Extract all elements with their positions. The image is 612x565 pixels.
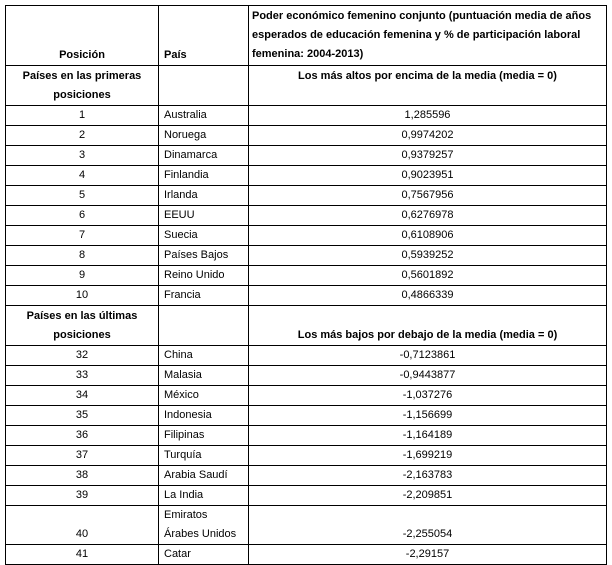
ranking-table	[5, 5, 607, 565]
value-cell: 0,4866339	[249, 286, 607, 306]
position-cell: 8	[6, 246, 159, 266]
country-cell: Emiratos Árabes Unidos	[159, 506, 249, 545]
country-cell: Reino Unido	[159, 266, 249, 286]
value-cell: 0,6108906	[249, 226, 607, 246]
value-cell: -2,209851	[249, 486, 607, 506]
top-rows	[6, 106, 607, 306]
section-top-subtitle: Los más altos por encima de la media (media = 0)	[249, 66, 607, 106]
value-cell: 0,6276978	[249, 206, 607, 226]
country-cell: Turquía	[159, 446, 249, 466]
country-cell: Suecia	[159, 226, 249, 246]
table-row	[6, 406, 607, 426]
section-bottom-header	[6, 306, 607, 346]
country-cell: La India	[159, 486, 249, 506]
section-bottom-title: Países en las últimas posiciones	[6, 306, 159, 346]
value-cell: 0,5939252	[249, 246, 607, 266]
position-cell: 6	[6, 206, 159, 226]
header-position: Posición	[6, 6, 159, 66]
header-value: Poder económico femenino conjunto (puntuación media de años esperados de educación femenina y % de participación laboral femenina: 2004-2013)	[249, 6, 607, 66]
position-cell: 1	[6, 106, 159, 126]
country-cell: Dinamarca	[159, 146, 249, 166]
section-top-empty	[159, 66, 249, 106]
position-cell: 35	[6, 406, 159, 426]
value-cell: -0,9443877	[249, 366, 607, 386]
bottom-rows	[6, 346, 607, 565]
country-cell: Noruega	[159, 126, 249, 146]
position-cell: 38	[6, 466, 159, 486]
country-cell: Malasia	[159, 366, 249, 386]
table-row	[6, 366, 607, 386]
position-cell: 32	[6, 346, 159, 366]
table-row	[6, 486, 607, 506]
table-row	[6, 286, 607, 306]
position-cell: 36	[6, 426, 159, 446]
country-cell: Catar	[159, 545, 249, 565]
value-cell: -1,156699	[249, 406, 607, 426]
value-cell: 0,9023951	[249, 166, 607, 186]
table-row	[6, 146, 607, 166]
table-row	[6, 126, 607, 146]
value-cell: -2,29157	[249, 545, 607, 565]
table-row	[6, 386, 607, 406]
country-cell: Finlandia	[159, 166, 249, 186]
table-row	[6, 346, 607, 366]
table-row	[6, 466, 607, 486]
value-cell: -2,163783	[249, 466, 607, 486]
country-cell: Irlanda	[159, 186, 249, 206]
country-cell: Países Bajos	[159, 246, 249, 266]
section-top-title: Países en las primeras posiciones	[6, 66, 159, 106]
position-cell: 39	[6, 486, 159, 506]
value-cell: 0,9974202	[249, 126, 607, 146]
table-row	[6, 426, 607, 446]
section-top-header	[6, 66, 607, 106]
table-row	[6, 186, 607, 206]
table-row	[6, 206, 607, 226]
position-cell: 5	[6, 186, 159, 206]
value-cell: 1,285596	[249, 106, 607, 126]
position-cell: 10	[6, 286, 159, 306]
position-cell: 40	[6, 506, 159, 545]
table-row	[6, 446, 607, 466]
country-cell: México	[159, 386, 249, 406]
position-cell: 34	[6, 386, 159, 406]
table-row	[6, 226, 607, 246]
position-cell: 4	[6, 166, 159, 186]
country-cell: EEUU	[159, 206, 249, 226]
value-cell: -0,7123861	[249, 346, 607, 366]
country-cell: Australia	[159, 106, 249, 126]
country-cell: Filipinas	[159, 426, 249, 446]
country-cell: Indonesia	[159, 406, 249, 426]
country-cell: China	[159, 346, 249, 366]
table-row	[6, 266, 607, 286]
country-cell: Arabia Saudí	[159, 466, 249, 486]
value-cell: 0,7567956	[249, 186, 607, 206]
header-row	[6, 6, 607, 66]
table-row	[6, 506, 607, 545]
country-cell: Francia	[159, 286, 249, 306]
value-cell: -1,164189	[249, 426, 607, 446]
value-cell: -2,255054	[249, 506, 607, 545]
position-cell: 3	[6, 146, 159, 166]
value-cell: -1,699219	[249, 446, 607, 466]
position-cell: 2	[6, 126, 159, 146]
position-cell: 33	[6, 366, 159, 386]
position-cell: 41	[6, 545, 159, 565]
table-row	[6, 166, 607, 186]
section-bottom-subtitle: Los más bajos por debajo de la media (media = 0)	[249, 306, 607, 346]
position-cell: 9	[6, 266, 159, 286]
table-row	[6, 246, 607, 266]
position-cell: 7	[6, 226, 159, 246]
position-cell: 37	[6, 446, 159, 466]
header-country: País	[159, 6, 249, 66]
value-cell: 0,5601892	[249, 266, 607, 286]
section-bottom-empty	[159, 306, 249, 346]
value-cell: -1,037276	[249, 386, 607, 406]
value-cell: 0,9379257	[249, 146, 607, 166]
table-row	[6, 106, 607, 126]
table-row	[6, 545, 607, 565]
